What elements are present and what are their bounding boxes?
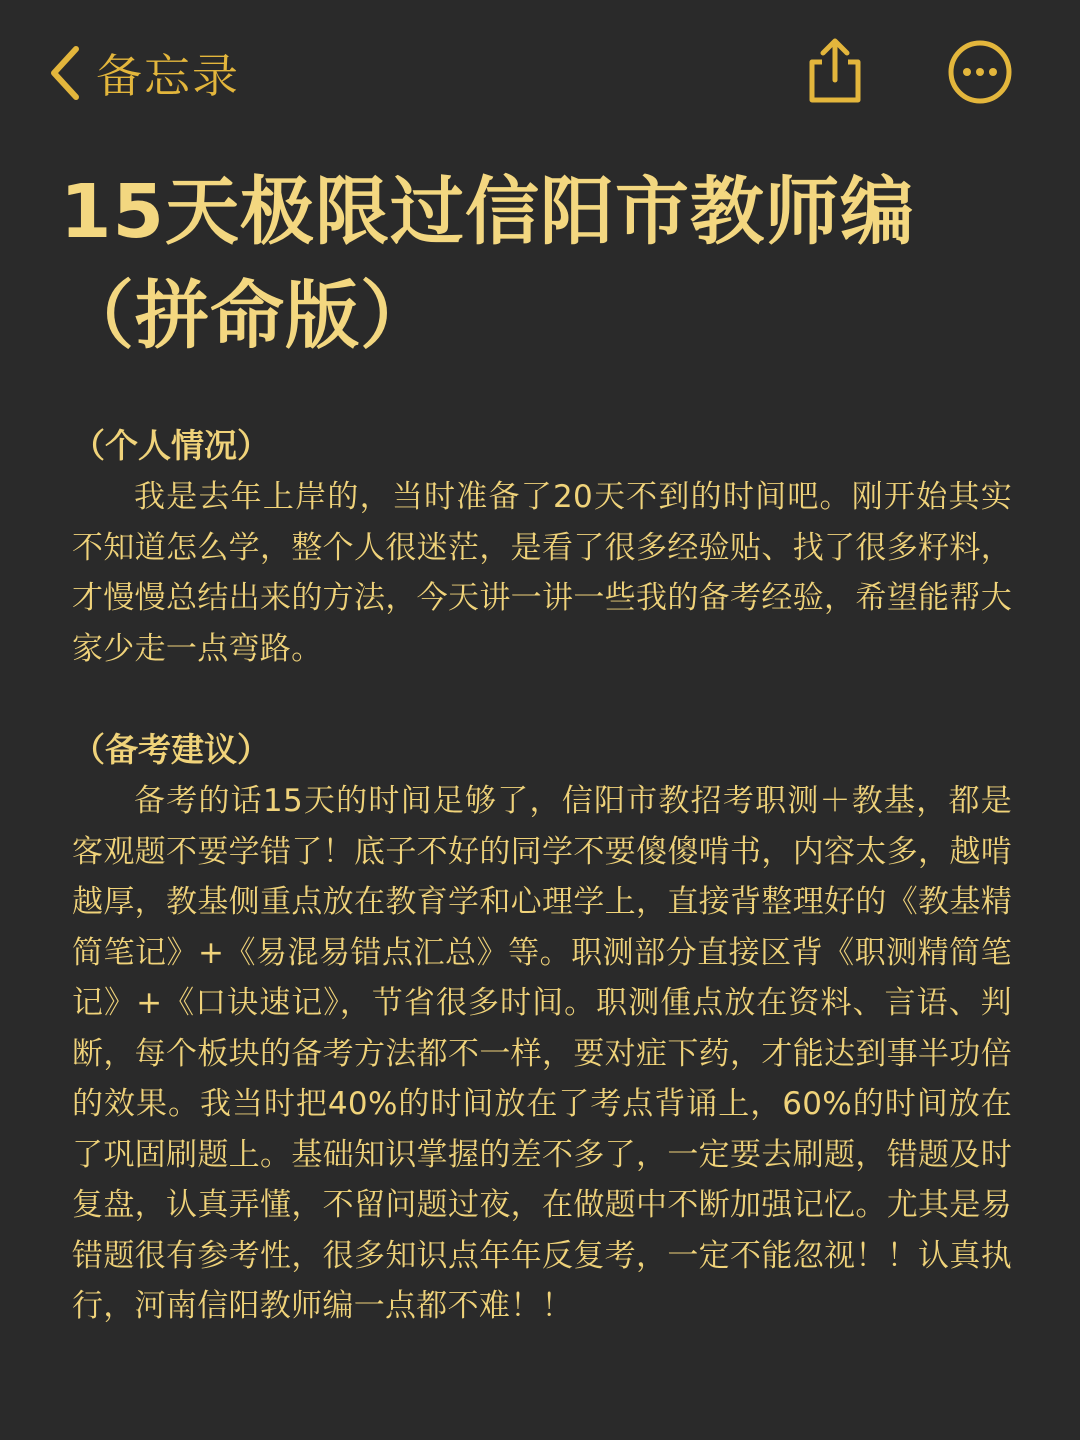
- more-button[interactable]: [946, 38, 1014, 106]
- share-icon: [802, 91, 868, 110]
- paragraph-spacer: [72, 674, 1012, 724]
- share-button[interactable]: [802, 36, 868, 106]
- back-button[interactable]: [48, 38, 240, 108]
- section-heading-advice: （备考建议）: [72, 730, 270, 769]
- note-title[interactable]: 15天极限过信阳市教师编（拼命版）: [60, 169, 915, 359]
- navigation-bar: [0, 0, 1080, 140]
- back-label: 备忘录: [96, 49, 240, 103]
- note-body[interactable]: [72, 420, 1012, 1332]
- section-heading-personal: （个人情况）: [72, 426, 270, 465]
- chevron-left-icon: [48, 43, 82, 103]
- section-body-personal: 我是去年上岸的，当时准备了20天不到的时间吧。刚开始其实不知道怎么学，整个人很迷茫，是看了很多经验贴、找了很多籽料，才慢慢总结出来的方法，今天讲一讲一些我的备考经验，希望能帮大家少走一点弯路。: [72, 479, 1012, 667]
- section-body-advice: 备考的话15天的时间足够了，信阳市教招考职测＋教基，都是客观题不要学错了！底子不好的同学不要傻傻啃书，内容太多，越啃越厚，教基侧重点放在教育学和心理学上，直接背整理好的《教基精简笔记》+《易混易错点汇总》等。职测部分直接区背《职测精简笔记》+《口诀速记》，节省很多时间。职测偅点放在资料、言语、判断，每个板块的备考方法都不一样，要对症下药，才能达到事半功倍的效果。我当时把40%的时间放在了考点背诵上，60%的时间放在了巩固刷题上。基础知识掌握的差不多了，一定要去刷题，错题及时复盘，认真弄懂，不留问题过夜，在做题中不断加强记忆。尤其是易错题很有参考性，很多知识点年年反复考，一定不能忽视！！认真执行，河南信阳教师编一点都不难！！: [72, 783, 1012, 1324]
- more-horizontal-icon: [946, 91, 1014, 110]
